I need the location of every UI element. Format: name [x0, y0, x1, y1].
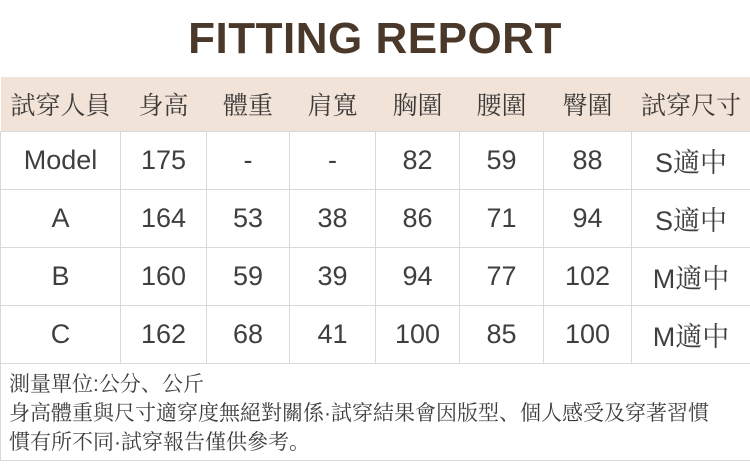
tester-name: Model [1, 131, 121, 189]
column-header-height: 身高 [121, 77, 207, 131]
footnote-box [1, 363, 750, 460]
tester-name: A [1, 189, 121, 247]
table-cell: 86 [376, 189, 460, 247]
column-header-hip: 臀圍 [544, 77, 632, 131]
table-cell: 82 [376, 131, 460, 189]
column-header-weight: 體重 [207, 77, 290, 131]
fit-size-value: S適中 [632, 131, 750, 189]
footnote-row [1, 363, 750, 460]
table-row-b [1, 247, 750, 305]
disclaimer-line-2: 慣有所不同·試穿報告僅供參考。 [9, 430, 310, 454]
table-cell: 39 [290, 247, 376, 305]
tester-name: B [1, 247, 121, 305]
table-cell: 160 [121, 247, 207, 305]
table-cell: 77 [460, 247, 544, 305]
table-cell: 94 [544, 189, 632, 247]
table-cell: 162 [121, 305, 207, 363]
report-header [0, 0, 750, 77]
column-header-shoulder-width: 肩寬 [290, 77, 376, 131]
measurement-unit-note: 測量單位:公分、公斤 [9, 372, 204, 396]
table-cell: 100 [544, 305, 632, 363]
table-cell: 88 [544, 131, 632, 189]
fit-size-value: S適中 [632, 189, 750, 247]
table-cell: 85 [460, 305, 544, 363]
table-cell: 59 [207, 247, 290, 305]
table-cell: 71 [460, 189, 544, 247]
fit-size-value: M適中 [632, 247, 750, 305]
table-cell: 59 [460, 131, 544, 189]
table-cell: 175 [121, 131, 207, 189]
column-header-waist: 腰圍 [460, 77, 544, 131]
table-cell: 53 [207, 189, 290, 247]
column-header-fit-size: 試穿尺寸 [632, 77, 750, 131]
table-cell: 38 [290, 189, 376, 247]
table-cell: 100 [376, 305, 460, 363]
table-cell: 68 [207, 305, 290, 363]
table-cell: 102 [544, 247, 632, 305]
table-row-a [1, 189, 750, 247]
table-cell: 164 [121, 189, 207, 247]
fit-size-value: M適中 [632, 305, 750, 363]
table-cell: 41 [290, 305, 376, 363]
fitting-report-table [0, 77, 750, 461]
table-row-model [1, 131, 750, 189]
table-cell: - [207, 131, 290, 189]
table-row-c [1, 305, 750, 363]
page-title: FITTING REPORT [188, 13, 562, 63]
tester-name: C [1, 305, 121, 363]
table-cell: - [290, 131, 376, 189]
disclaimer-line-1: 身高體重與尺寸適穿度無絕對關係·試穿結果會因版型、個人感受及穿著習慣 [9, 401, 709, 425]
column-header-tester: 試穿人員 [1, 77, 121, 131]
column-header-bust: 胸圍 [376, 77, 460, 131]
table-cell: 94 [376, 247, 460, 305]
header-row [1, 77, 750, 131]
